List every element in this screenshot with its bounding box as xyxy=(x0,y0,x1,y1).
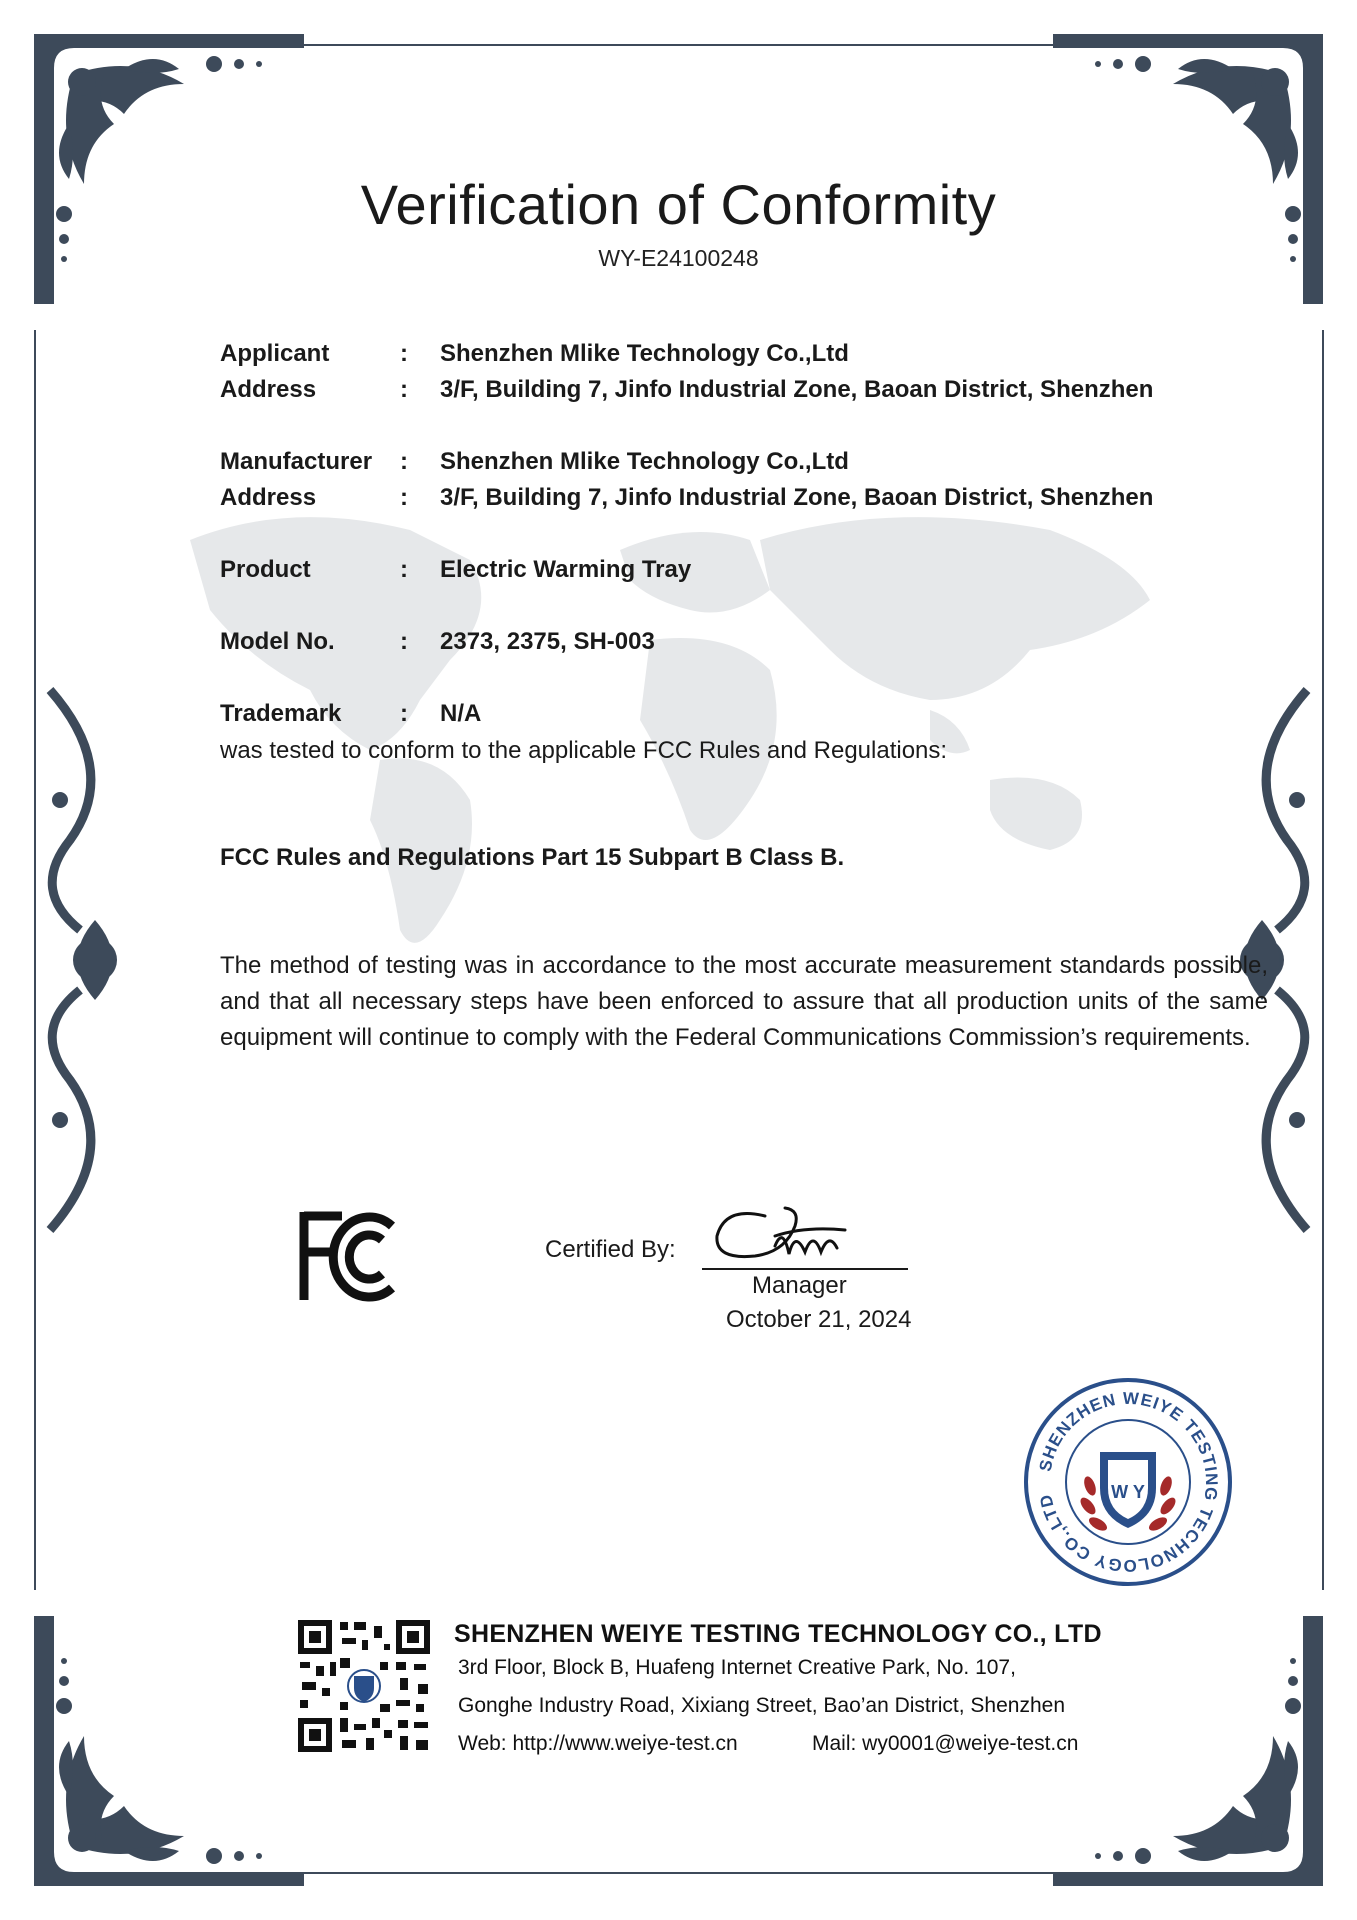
field-label: Manufacturer xyxy=(220,448,373,475)
document-title: Verification of Conformity xyxy=(360,173,997,236)
corner-ornament-bottom-right xyxy=(1043,1606,1343,1906)
footer-address-line-1: 3rd Floor, Block B, Huafeng Internet Creative Park, No. 107, xyxy=(458,1656,1016,1679)
signature xyxy=(705,1196,875,1276)
field-colon: : xyxy=(400,628,408,655)
field-colon: : xyxy=(400,556,408,583)
field-value: 2373, 2375, SH-003 xyxy=(440,628,655,655)
field-label: Model No. xyxy=(220,628,335,655)
seal-initials: W Y xyxy=(1111,1482,1145,1502)
field-value: Electric Warming Tray xyxy=(440,556,692,583)
field-value: Shenzhen Mlike Technology Co.,Ltd xyxy=(440,340,849,367)
company-seal xyxy=(1022,1376,1234,1588)
footer-address-line-2: Gonghe Industry Road, Xixiang Street, Bao’an District, Shenzhen xyxy=(458,1694,1066,1717)
field-label: Address xyxy=(220,484,317,511)
field-label: Applicant xyxy=(220,340,330,367)
field-label: Address xyxy=(220,376,317,403)
certified-by-label: Certified By: xyxy=(545,1236,676,1263)
signature-line xyxy=(702,1268,908,1270)
certificate-number: WY-E24100248 xyxy=(598,245,759,271)
field-colon: : xyxy=(400,484,408,511)
field-colon: : xyxy=(400,376,408,403)
fcc-logo xyxy=(296,1208,412,1304)
side-ornament-left xyxy=(30,680,160,1240)
field-colon: : xyxy=(400,448,408,475)
seal-text: SHENZHEN WEIYE TESTING TECHNOLOGY CO.,LTD xyxy=(1035,1388,1222,1576)
field-value: 3/F, Building 7, Jinfo Industrial Zone, Baoan District, Shenzhen xyxy=(440,376,1154,403)
field-label: Trademark xyxy=(220,700,342,727)
footer-email: Mail: wy0001@weiye-test.cn xyxy=(812,1732,1079,1755)
field-colon: : xyxy=(400,700,408,727)
field-label: Product xyxy=(220,556,311,583)
applicable-standard: FCC Rules and Regulations Part 15 Subpart B Class B. xyxy=(220,844,845,871)
qr-code xyxy=(296,1618,432,1754)
field-value: 3/F, Building 7, Jinfo Industrial Zone, Baoan District, Shenzhen xyxy=(440,484,1154,511)
frame-bottom-line xyxy=(300,1872,1057,1874)
field-colon: : xyxy=(400,340,408,367)
corner-ornament-bottom-left xyxy=(14,1606,314,1906)
frame-top-line xyxy=(300,44,1057,46)
footer-company-name: SHENZHEN WEIYE TESTING TECHNOLOGY CO., LTD xyxy=(454,1620,1102,1648)
footer-website: Web: http://www.weiye-test.cn xyxy=(458,1732,738,1755)
tested-statement: was tested to conform to the applicable FCC Rules and Regulations: xyxy=(220,737,948,764)
fcc-logo-text: FCC xyxy=(296,1208,299,1209)
certification-date: October 21, 2024 xyxy=(726,1306,912,1333)
signer-title: Manager xyxy=(752,1272,847,1299)
method-paragraph: The method of testing was in accordance to the most accurate measurement standards possible, and that all necessary steps have been enforced to assure that all production units of the same equipment will continue to comply with the Federal Communications Commission’s requirements. xyxy=(220,952,1268,1051)
field-value: N/A xyxy=(440,700,482,727)
field-value: Shenzhen Mlike Technology Co.,Ltd xyxy=(440,448,849,475)
